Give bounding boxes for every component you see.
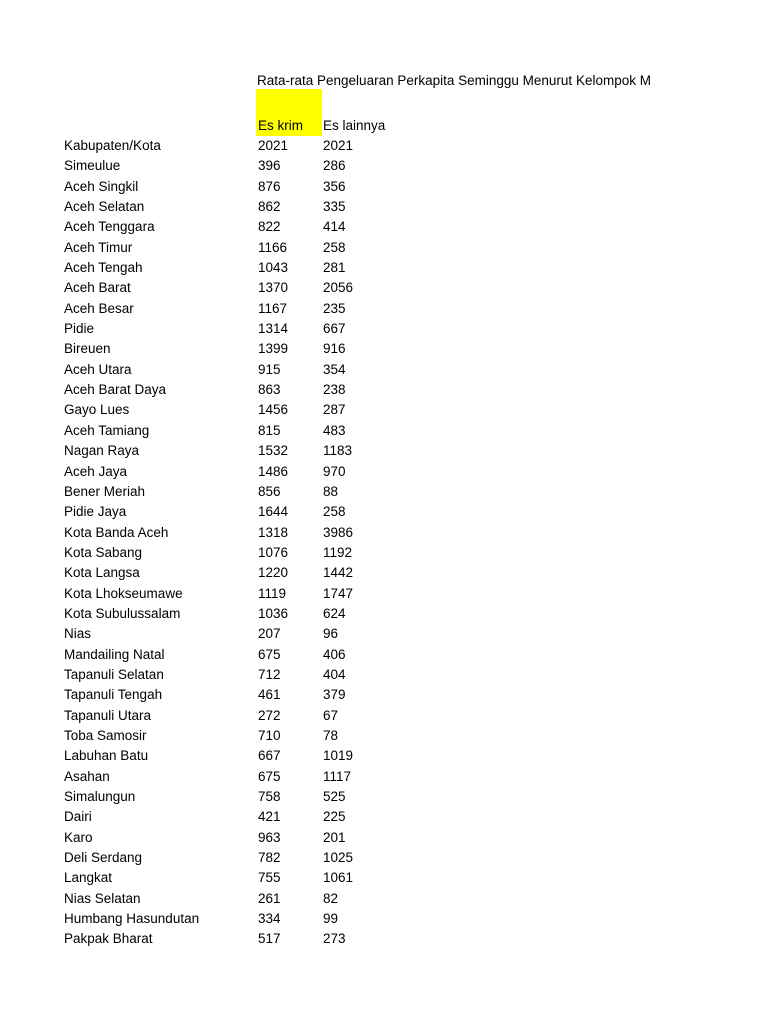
es-lainnya-cell: 406 — [323, 646, 346, 662]
table-row — [0, 238, 768, 258]
table-row — [0, 787, 768, 807]
region-name-cell: Toba Samosir — [64, 727, 147, 743]
region-name-cell: Humbang Hasundutan — [64, 911, 200, 927]
region-name-cell: Kota Langsa — [64, 565, 140, 581]
es-lainnya-cell: 225 — [323, 809, 346, 825]
es-krim-cell: 876 — [258, 178, 281, 194]
table-row — [0, 889, 768, 909]
es-lainnya-cell: 1019 — [323, 748, 354, 764]
region-name-cell: Simalungun — [64, 789, 136, 804]
es-lainnya-cell: 379 — [323, 687, 346, 703]
es-lainnya-cell: 258 — [323, 504, 346, 520]
table-row — [0, 177, 768, 197]
region-name-cell: Asahan — [64, 768, 110, 784]
table-row — [0, 441, 768, 461]
es-krim-cell: 1076 — [258, 544, 289, 560]
es-lainnya-cell: 354 — [323, 361, 346, 377]
es-lainnya-cell: 624 — [323, 605, 346, 621]
es-lainnya-cell: 1747 — [323, 585, 354, 601]
es-krim-cell: 1043 — [258, 260, 289, 276]
table-row — [0, 807, 768, 827]
es-lainnya-cell: 1061 — [323, 870, 354, 886]
table-row — [0, 726, 768, 746]
table-row — [0, 767, 768, 787]
table-row — [0, 909, 768, 929]
es-lainnya-cell: 1442 — [323, 565, 354, 581]
region-name-cell: Aceh Timur — [64, 239, 133, 255]
es-krim-cell: 675 — [258, 768, 281, 784]
es-krim-cell: 782 — [258, 850, 281, 866]
es-lainnya-cell: 1117 — [323, 768, 352, 784]
data-table — [0, 136, 768, 950]
es-lainnya-cell: 3986 — [323, 524, 354, 540]
es-krim-cell: 963 — [258, 829, 281, 845]
es-lainnya-cell: 2021 — [323, 138, 354, 153]
table-row — [0, 604, 768, 624]
table-title: Rata-rata Pengeluaran Perkapita Seminggu Menurut Kelompok M — [257, 73, 651, 88]
table-row — [0, 217, 768, 237]
es-lainnya-cell: 238 — [323, 382, 346, 398]
region-name-cell: Kabupaten/Kota — [64, 138, 161, 153]
region-name-cell: Labuhan Batu — [64, 748, 149, 764]
es-lainnya-cell: 404 — [323, 666, 346, 682]
region-name-cell: Dairi — [64, 809, 92, 825]
es-krim-cell: 207 — [258, 626, 281, 642]
table-row — [0, 400, 768, 420]
es-krim-cell: 862 — [258, 199, 281, 215]
es-lainnya-cell: 235 — [323, 300, 346, 316]
region-name-cell: Nias Selatan — [64, 890, 141, 906]
region-name-cell: Kota Sabang — [64, 544, 143, 560]
region-name-cell: Aceh Tengah — [64, 260, 143, 276]
es-lainnya-cell: 667 — [323, 321, 346, 337]
es-lainnya-cell: 970 — [323, 463, 346, 479]
es-lainnya-cell: 258 — [323, 239, 346, 255]
table-row — [0, 299, 768, 319]
es-krim-cell: 712 — [258, 666, 281, 682]
table-row — [0, 156, 768, 176]
column-header-es-krim: Es krim — [258, 118, 303, 133]
region-name-cell: Aceh Singkil — [64, 178, 139, 194]
region-name-cell: Tapanuli Tengah — [64, 687, 163, 703]
region-name-cell: Aceh Tamiang — [64, 422, 150, 438]
region-name-cell: Karo — [64, 829, 93, 845]
region-name-cell: Langkat — [64, 870, 113, 886]
region-name-cell: Tapanuli Utara — [64, 707, 152, 723]
region-name-cell: Kota Banda Aceh — [64, 524, 169, 540]
es-lainnya-cell: 356 — [323, 178, 346, 194]
es-krim-cell: 1644 — [258, 504, 289, 520]
table-row — [0, 319, 768, 339]
column-header-es-lainnya: Es lainnya — [323, 118, 386, 133]
es-krim-cell: 1119 — [258, 585, 287, 601]
es-krim-cell: 334 — [258, 911, 281, 927]
es-krim-cell: 2021 — [258, 138, 289, 153]
table-row — [0, 848, 768, 868]
region-name-cell: Aceh Besar — [64, 300, 134, 316]
table-row — [0, 502, 768, 522]
es-krim-cell: 272 — [258, 707, 281, 723]
es-lainnya-cell: 88 — [323, 483, 339, 499]
es-krim-cell: 1370 — [258, 280, 289, 296]
es-krim-cell: 856 — [258, 483, 281, 499]
region-name-cell: Aceh Jaya — [64, 463, 128, 479]
table-row — [0, 258, 768, 278]
es-krim-cell: 675 — [258, 646, 281, 662]
es-krim-cell: 261 — [258, 890, 281, 906]
es-lainnya-cell: 67 — [323, 707, 339, 723]
es-lainnya-cell: 281 — [323, 260, 346, 276]
es-krim-cell: 1314 — [258, 321, 289, 337]
es-lainnya-cell: 916 — [323, 341, 346, 357]
region-name-cell: Mandailing Natal — [64, 646, 165, 662]
region-name-cell: Pakpak Bharat — [64, 931, 153, 947]
region-name-cell: Aceh Utara — [64, 361, 132, 377]
es-lainnya-cell: 99 — [323, 911, 339, 927]
region-name-cell: Bener Meriah — [64, 483, 146, 499]
es-lainnya-cell: 335 — [323, 199, 346, 215]
region-name-cell: Pidie — [64, 321, 95, 337]
table-row — [0, 665, 768, 685]
region-name-cell: Kota Subulussalam — [64, 605, 181, 621]
table-row — [0, 462, 768, 482]
table-row — [0, 929, 768, 949]
es-krim-cell: 863 — [258, 382, 281, 398]
es-krim-cell: 822 — [258, 219, 281, 235]
table-row — [0, 197, 768, 217]
es-lainnya-cell: 1025 — [323, 850, 354, 866]
es-lainnya-cell: 483 — [323, 422, 346, 438]
es-lainnya-cell: 273 — [323, 931, 346, 947]
table-row — [0, 543, 768, 563]
table-row — [0, 380, 768, 400]
es-krim-cell: 517 — [258, 931, 281, 947]
es-krim-cell: 461 — [258, 687, 281, 703]
region-name-cell: Nagan Raya — [64, 443, 140, 459]
es-krim-cell: 1166 — [258, 239, 288, 255]
es-krim-cell: 1167 — [258, 300, 288, 316]
table-row — [0, 685, 768, 705]
region-name-cell: Kota Lhokseumawe — [64, 585, 183, 601]
es-lainnya-cell: 414 — [323, 219, 346, 235]
region-name-cell: Tapanuli Selatan — [64, 666, 164, 682]
es-lainnya-cell: 286 — [323, 158, 346, 174]
es-krim-cell: 758 — [258, 789, 281, 804]
es-lainnya-cell: 78 — [323, 727, 339, 743]
table-row — [0, 523, 768, 543]
es-krim-cell: 667 — [258, 748, 281, 764]
table-row — [0, 136, 768, 156]
table-row — [0, 339, 768, 359]
es-krim-cell: 1036 — [258, 605, 289, 621]
es-lainnya-cell: 287 — [323, 402, 346, 418]
es-krim-cell: 1456 — [258, 402, 289, 418]
region-name-cell: Aceh Barat — [64, 280, 131, 296]
es-krim-cell: 1532 — [258, 443, 289, 459]
es-krim-cell: 1220 — [258, 565, 289, 581]
es-krim-cell: 710 — [258, 727, 281, 743]
es-lainnya-cell: 1192 — [323, 544, 353, 560]
region-name-cell: Aceh Tenggara — [64, 219, 155, 235]
region-name-cell: Pidie Jaya — [64, 504, 127, 520]
region-name-cell: Gayo Lues — [64, 402, 130, 418]
table-row — [0, 278, 768, 298]
es-lainnya-cell: 2056 — [323, 280, 354, 296]
table-row — [0, 828, 768, 848]
es-lainnya-cell: 82 — [323, 890, 339, 906]
region-name-cell: Deli Serdang — [64, 850, 143, 866]
region-name-cell: Aceh Barat Daya — [64, 382, 167, 398]
es-krim-cell: 421 — [258, 809, 281, 825]
region-name-cell: Aceh Selatan — [64, 199, 145, 215]
table-row — [0, 584, 768, 604]
es-krim-cell: 1486 — [258, 463, 289, 479]
table-row — [0, 482, 768, 502]
es-krim-cell: 755 — [258, 870, 281, 886]
table-row — [0, 360, 768, 380]
region-name-cell: Nias — [64, 626, 92, 642]
table-row — [0, 563, 768, 583]
es-krim-cell: 815 — [258, 422, 281, 438]
region-name-cell: Bireuen — [64, 341, 111, 357]
es-lainnya-cell: 525 — [323, 789, 346, 804]
table-row — [0, 706, 768, 726]
es-lainnya-cell: 96 — [323, 626, 339, 642]
es-krim-cell: 396 — [258, 158, 281, 174]
es-lainnya-cell: 1183 — [323, 443, 353, 459]
es-krim-cell: 1399 — [258, 341, 289, 357]
es-lainnya-cell: 201 — [323, 829, 346, 845]
table-row — [0, 868, 768, 888]
region-name-cell: Simeulue — [64, 158, 121, 174]
table-row — [0, 624, 768, 644]
es-krim-cell: 915 — [258, 361, 281, 377]
table-row — [0, 645, 768, 665]
table-row — [0, 421, 768, 441]
table-row — [0, 746, 768, 766]
es-krim-cell: 1318 — [258, 524, 289, 540]
